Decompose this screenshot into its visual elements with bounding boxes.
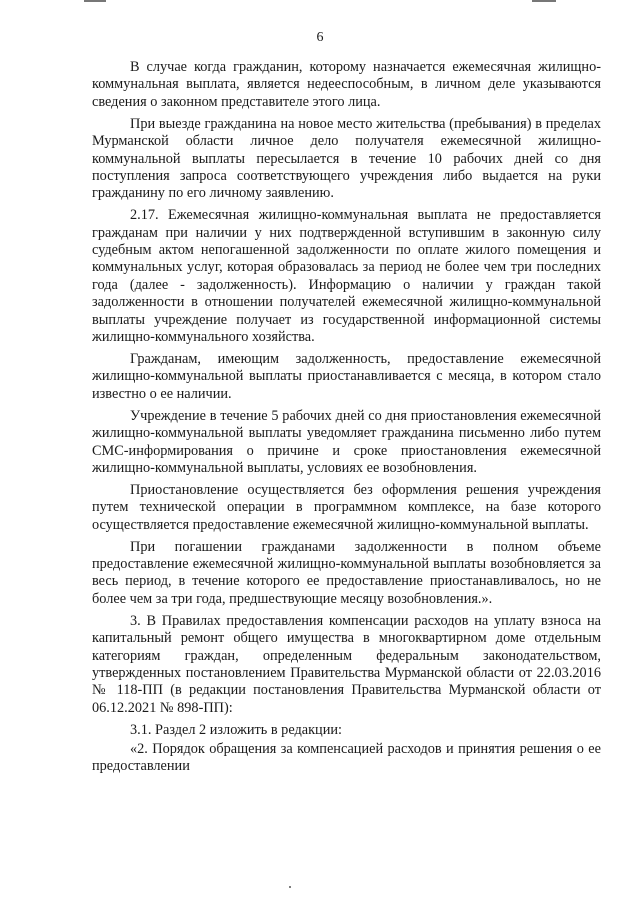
- scan-speck: [289, 886, 291, 888]
- paragraph-legal-representative: В случае когда гражданин, которому назначается ежемесячная жилищно-коммунальная выплата, является недееспособным, в личном деле указываются сведения о законном представителе этого лица.: [92, 59, 601, 110]
- document-body: [92, 59, 601, 780]
- paragraph-3-rules: 3. В Правилах предоставления компенсации расходов на уплату взноса на капитальный ремонт общего имущества в многоквартирном доме отдельным категориям граждан, определенным федеральным законодательством, утвержденных постановлением Правительства Мурманской области от 22.03.2016 № 118-ПП (в редакции постановления Правительства Мурманской области от 06.12.2021 № 898-ПП):: [92, 612, 601, 716]
- scan-mark-left: [84, 0, 106, 2]
- paragraph-3-1: 3.1. Раздел 2 изложить в редакции:: [130, 721, 342, 738]
- paragraph-technical-operation: Приостановление осуществляется без оформления решения учреждения путем технической операции в программном комплексе, на базе которого осуществляется предоставление ежемесячной жилищно-коммунальной выплаты.: [92, 481, 601, 533]
- paragraph-notification: Учреждение в течение 5 рабочих дней со дня приостановления ежемесячной жилищно-коммунальной выплаты уведомляет гражданина письменно либо путем СМС-информирования о причине и сроке приостановления ежемесячной жилищно-коммунальной выплаты, условиях ее возобновления.: [92, 407, 601, 476]
- paragraph-resumption: При погашении гражданами задолженности в полном объеме предоставление ежемесячной жилищно-коммунальной выплаты возобновляется за весь период, в течение которого ее предоставление приостанавливалось, но не более чем за три года, предшествующие месяцу возобновления.».: [92, 538, 601, 607]
- paragraph-section-2-heading: «2. Порядок обращения за компенсацией расходов и принятия решения о ее предоставлении: [92, 741, 601, 775]
- paragraph-2-17: 2.17. Ежемесячная жилищно-коммунальная выплата не предоставляется гражданам при наличии у них подтвержденной вступившим в законную силу судебным актом непогашенной задолженности по оплате жилого помещения и коммунальных услуг, которая образовалась за период не более чем три последних года (далее - задолженность). Информацию о наличии у граждан такой задолженности в отношении получателей ежемесячной жилищно-коммунальной выплаты учреждение получает из государственной информационной системы жилищно-коммунального хозяйства.: [92, 207, 601, 346]
- page-number: 6: [316, 30, 324, 45]
- scan-mark-right: [532, 0, 556, 2]
- paragraph-suspension: Гражданам, имеющим задолженность, предоставление ежемесячной жилищно-коммунальной выплаты приостанавливается с месяца, в котором стало известно о ее наличии.: [92, 351, 601, 402]
- scan-top-edge: [0, 0, 640, 6]
- paragraph-relocation: При выезде гражданина на новое место жительства (пребывания) в пределах Мурманской области личное дело получателя ежемесячной жилищно-коммунальной выплаты пересылается в течение 10 рабочих дней со дня поступления запроса соответствующего учреждения либо выдается на руки гражданину по его личному заявлению.: [92, 115, 601, 202]
